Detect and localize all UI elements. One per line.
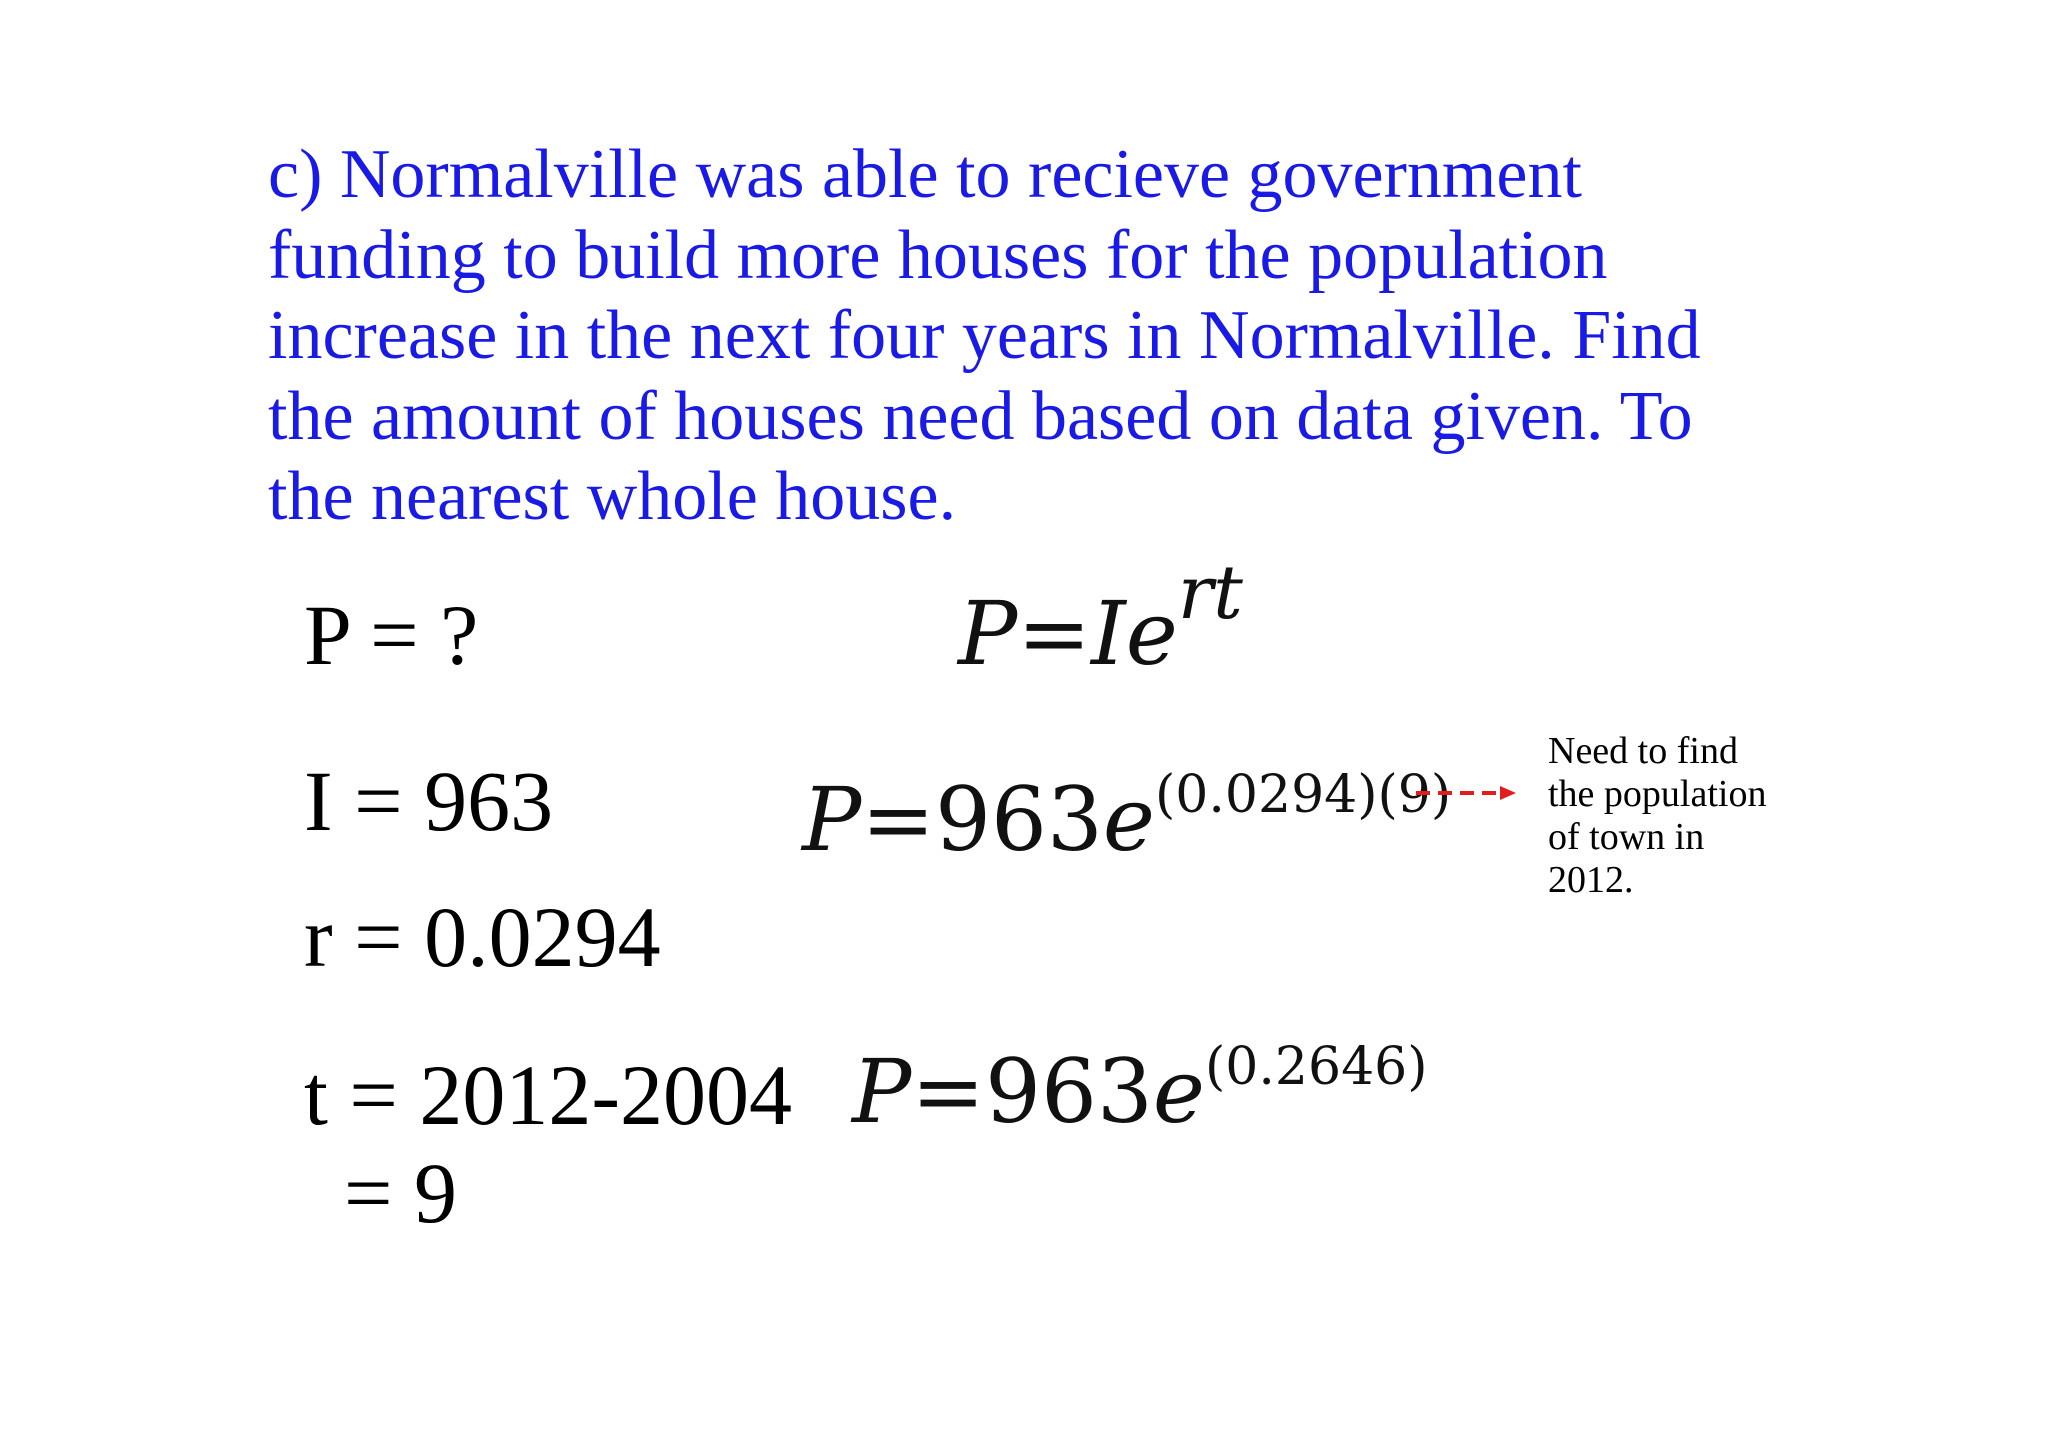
formula-simplified-num: 963 [984,1040,1153,1143]
formula-substituted-exponent: (0.0294)(9) [1155,765,1452,825]
annotation-line: of town in [1548,816,1705,858]
annotation-line: 2012. [1548,859,1634,901]
formula-substituted [802,765,1452,871]
given-p: P = ? [304,587,479,683]
problem-line: the amount of houses need based on data given. To [268,377,1693,455]
formula-general-base: P=Ie [958,582,1178,685]
problem-line: c) Normalville was able to recieve government [268,136,1582,213]
formula-simplified-exponent: (0.2646) [1205,1037,1428,1097]
given-r: r = 0.0294 [304,889,661,985]
formula-substituted-p: P= [802,768,935,871]
formula-substituted-num: 963 [934,768,1103,871]
formula-general-exponent: rt [1177,550,1243,636]
annotation-line: Need to find [1548,730,1738,772]
annotation-note [1548,730,1766,902]
annotation-line: the population [1548,773,1767,815]
formula-general [958,550,1243,685]
given-i: I = 963 [304,753,554,849]
problem-line: funding to build more houses for the population [268,216,1608,294]
dashed-arrow-head [1500,786,1516,800]
formula-simplified-p: P= [852,1040,985,1143]
formula-substituted-e: e [1102,768,1155,871]
formula-simplified-e: e [1152,1040,1205,1143]
formula-simplified [852,1037,1428,1143]
problem-statement [268,135,1828,538]
dashed-arrow-icon [1414,781,1518,805]
given-t: t = 2012-2004 [304,1047,793,1143]
given-t-result: = 9 [344,1145,458,1241]
problem-line: the nearest whole house. [268,458,957,535]
problem-line: increase in the next four years in Normalville. Find [268,297,1701,374]
